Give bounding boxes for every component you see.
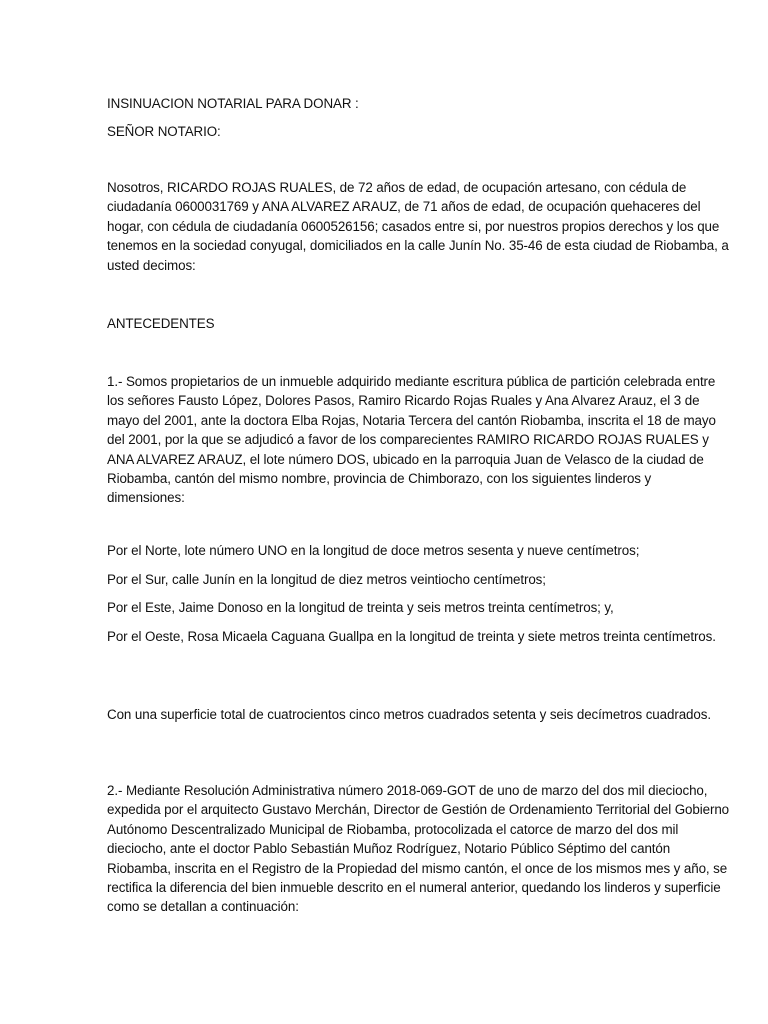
- section-heading: ANTECEDENTES: [107, 316, 215, 331]
- intro-paragraph: Nosotros, RICARDO ROJAS RUALES, de 72 años de edad, de ocupación artesano, con cédula de ciudadanía 0600031769 y ANA ALVAREZ ARAUZ, de 71 años de edad, de ocupación quehaceres del hogar, con cédula de ciudadanía 0600526156; casados entre si, por nuestros propios derechos y los que tenemos en la sociedad conyugal, domiciliados en la calle Junín No. 35-46 de esta ciudad de Riobamba, a usted decimos:: [107, 180, 729, 273]
- document-title: INSINUACION NOTARIAL PARA DONAR :: [107, 96, 359, 111]
- surface-paragraph: Con una superficie total de cuatrocientos cinco metros cuadrados setenta y seis decímetros cuadrados.: [107, 707, 711, 722]
- point-1-paragraph: 1.- Somos propietarios de un inmueble adquirido mediante escritura pública de partición celebrada entre los señores Fausto López, Dolores Pasos, Ramiro Ricardo Rojas Ruales y Ana Alvarez Arauz, el 3 de mayo del 2001, ante la doctora Elba Rojas, Notaria Tercera del cantón Riobamba, inscrita el 18 de mayo del 2001, por la que se adjudicó a favor de los comparecientes RAMIRO RICARDO ROJAS RUALES y ANA ALVAREZ ARAUZ, el lote número DOS, ubicado en la parroquia Juan de Velasco de la ciudad de Riobamba, cantón del mismo nombre, provincia de Chimborazo, con los siguientes linderos y dimensiones:: [107, 374, 716, 506]
- salutation: SEÑOR NOTARIO:: [107, 124, 221, 139]
- boundary-east: Por el Este, Jaime Donoso en la longitud de treinta y seis metros treinta centímetros; y,: [107, 600, 614, 615]
- point-2-paragraph: 2.- Mediante Resolución Administrativa número 2018-069-GOT de uno de marzo del dos mil dieciocho, expedida por el arquitecto Gustavo Merchán, Director de Gestión de Ordenamiento Territorial del Gobierno Autónomo Descentralizado Municipal de Riobamba, protocolizada el catorce de marzo del dos mil dieciocho, ante el doctor Pablo Sebastián Muñoz Rodríguez, Notario Público Séptimo del cantón Riobamba, inscrita en el Registro de la Propiedad del mismo cantón, el once de los mismos mes y año, se rectifica la diferencia del bien inmueble descrito en el numeral anterior, quedando los linderos y superficie como se detallan a continuación:: [107, 783, 730, 915]
- boundary-north: Por el Norte, lote número UNO en la longitud de doce metros sesenta y nueve centímetros;: [107, 543, 640, 558]
- boundary-south: Por el Sur, calle Junín en la longitud de diez metros veintiocho centímetros;: [107, 572, 546, 587]
- boundary-west: Por el Oeste, Rosa Micaela Caguana Guallpa en la longitud de treinta y siete metros treinta centímetros.: [107, 629, 716, 644]
